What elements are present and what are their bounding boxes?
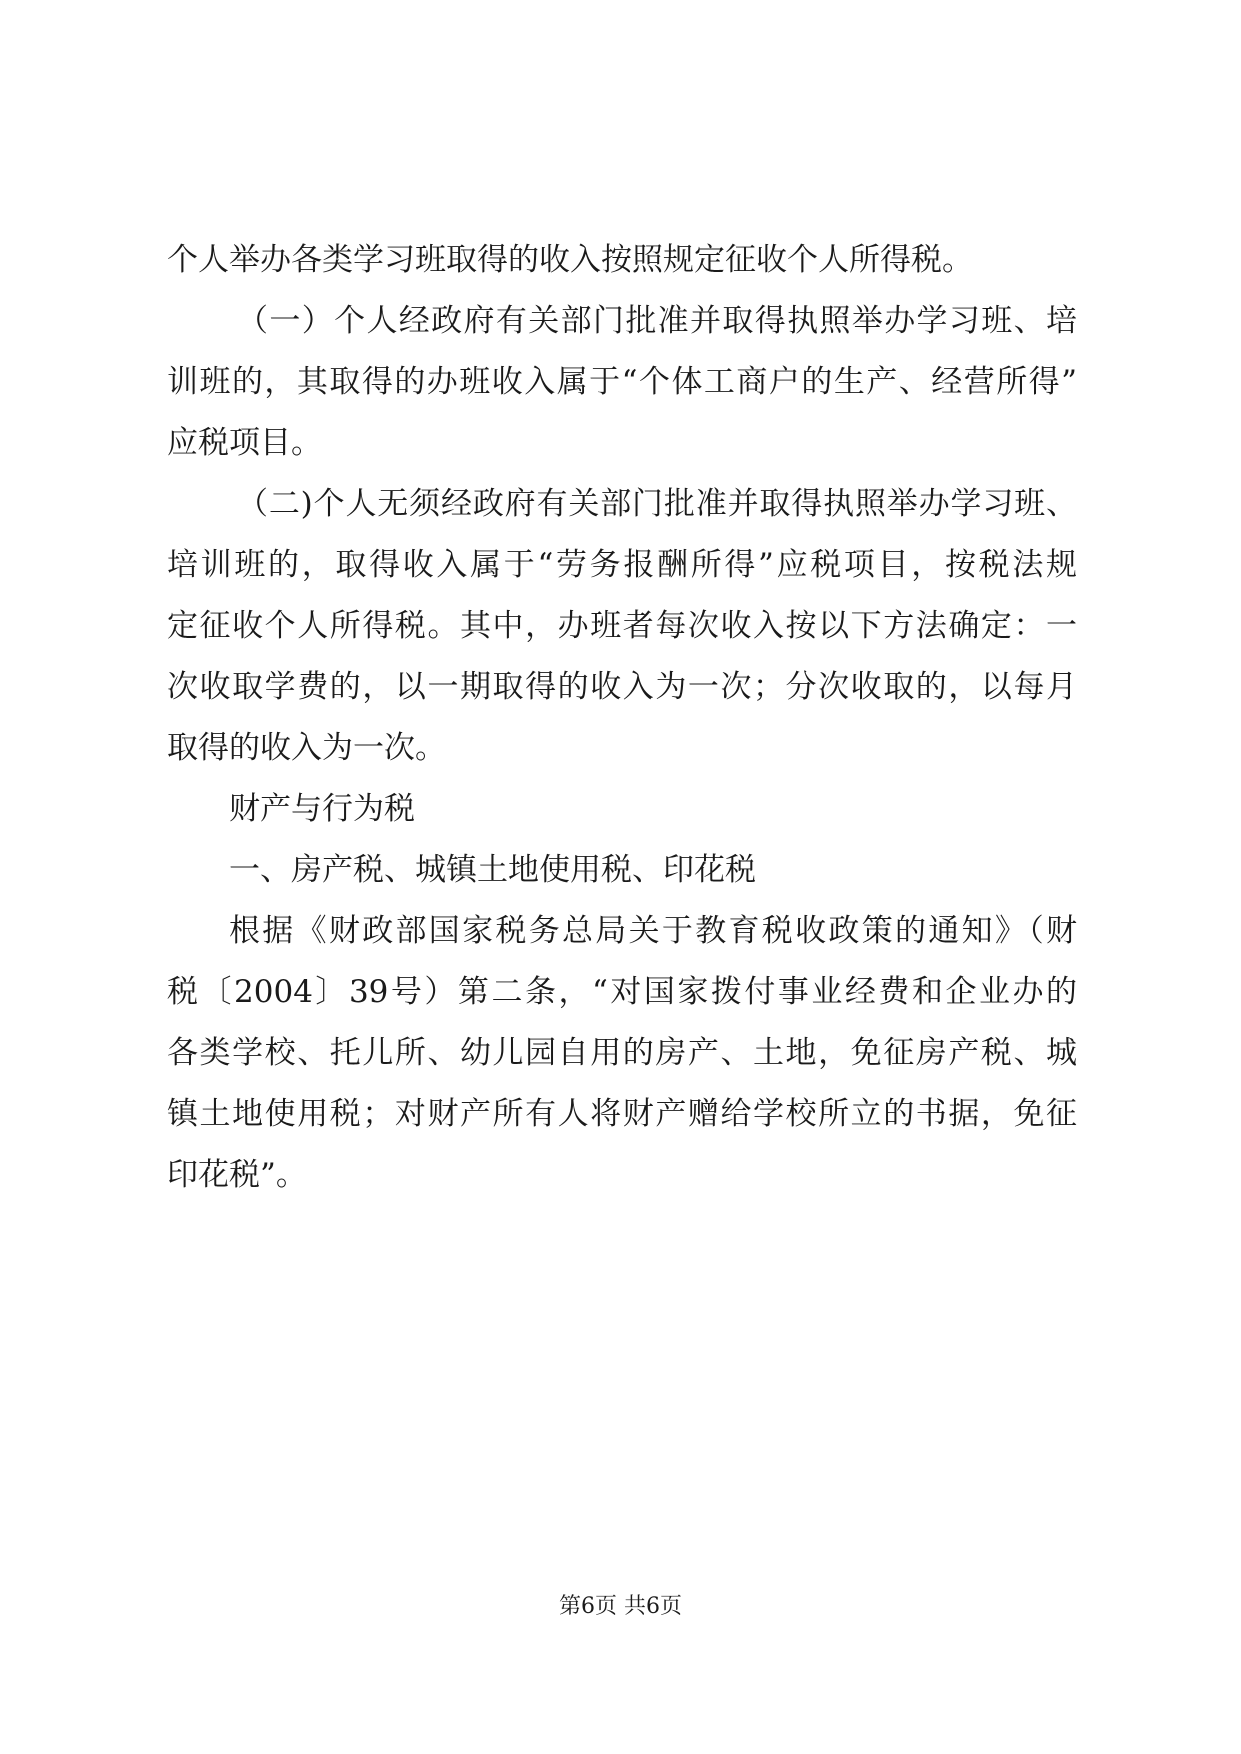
- paragraph-line: 次收取学费的，以一期取得的收入为一次；分次收取的，以每月: [167, 669, 1077, 705]
- paragraph-line: 培训班的，取得收入属于“劳务报酬所得”应税项目，按税法规: [167, 547, 1077, 583]
- paragraph-line: 定征收个人所得税。其中，办班者每次收入按以下方法确定：一: [167, 608, 1077, 644]
- paragraph-line: 训班的，其取得的办班收入属于“个体工商户的生产、经营所得”: [167, 364, 1077, 400]
- paragraph-line: 个人举办各类学习班取得的收入按照规定征收个人所得税。: [167, 242, 973, 278]
- paragraph-line: （一）个人经政府有关部门批准并取得执照举办学习班、培: [237, 303, 1077, 339]
- paragraph-line: 取得的收入为一次。: [167, 730, 446, 766]
- paragraph-line: 根据《财政部国家税务总局关于教育税收政策的通知》（财: [229, 913, 1077, 949]
- paragraph-line: 应税项目。: [167, 425, 322, 461]
- section-heading: 财产与行为税: [229, 791, 415, 827]
- document-body: [167, 230, 1077, 1206]
- paragraph-line: 税〔2004〕39号）第二条，“对国家拨付事业经费和企业办的: [167, 974, 1077, 1010]
- paragraph-line: 镇土地使用税；对财产所有人将财产赠给学校所立的书据，免征: [167, 1096, 1077, 1132]
- page-number-footer: 第6页 共6页: [559, 1594, 682, 1619]
- subsection-heading: 一、房产税、城镇土地使用税、印花税: [229, 852, 756, 888]
- paragraph-line: 印花税”。: [167, 1157, 307, 1193]
- paragraph-line: （二)个人无须经政府有关部门批准并取得执照举办学习班、: [237, 486, 1077, 522]
- paragraph-line: 各类学校、托儿所、幼儿园自用的房产、土地，免征房产税、城: [167, 1035, 1077, 1071]
